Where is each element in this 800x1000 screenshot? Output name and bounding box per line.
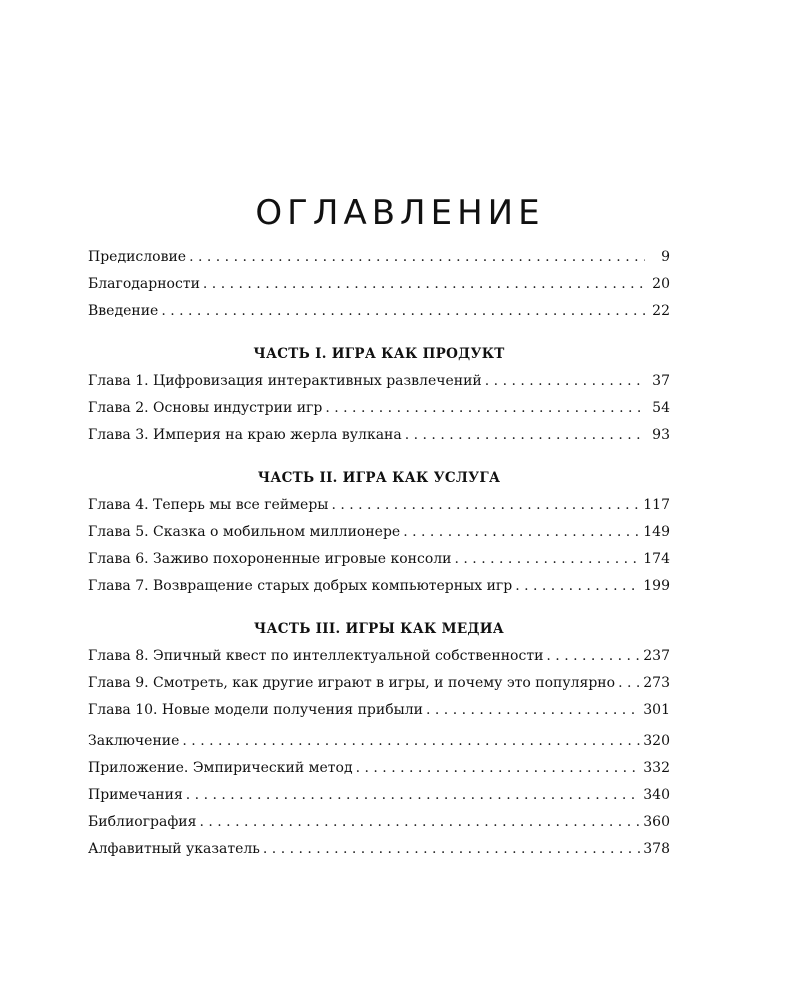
entry-label: Глава 6. Заживо похороненные игровые консоли xyxy=(88,551,452,567)
toc-entry-appendix[interactable] xyxy=(88,755,670,782)
dot-leader xyxy=(186,782,640,809)
entry-page: 273 xyxy=(643,675,670,691)
entry-label: Глава 3. Империя на краю жерла вулкана xyxy=(88,427,402,443)
toc-entry-preface[interactable] xyxy=(88,244,670,271)
entry-label: Приложение. Эмпирический метод xyxy=(88,760,353,776)
entry-label: Глава 5. Сказка о мобильном миллионере xyxy=(88,524,401,540)
dot-leader xyxy=(263,836,640,863)
toc-entry-chapter-4[interactable] xyxy=(88,492,670,519)
toc-entry-chapter-7[interactable] xyxy=(88,573,670,600)
dot-leader xyxy=(189,244,645,271)
entry-page: 378 xyxy=(643,841,670,857)
entry-page: 149 xyxy=(643,524,670,540)
dot-leader xyxy=(426,697,640,724)
toc-entry-bibliography[interactable] xyxy=(88,809,670,836)
entry-page: 340 xyxy=(643,787,670,803)
entry-page: 320 xyxy=(643,733,670,749)
part-heading-1: ЧАСТЬ I. ИГРА КАК ПРОДУКТ xyxy=(253,346,505,362)
toc-entry-chapter-10[interactable] xyxy=(88,697,670,724)
entry-page: 237 xyxy=(643,648,670,664)
dot-leader xyxy=(182,728,640,755)
dot-leader xyxy=(203,271,645,298)
entry-label: Благодарности xyxy=(88,276,200,292)
entry-label: Глава 10. Новые модели получения прибыли xyxy=(88,702,423,718)
dot-leader xyxy=(403,519,640,546)
toc-entry-chapter-1[interactable] xyxy=(88,368,670,395)
toc-title: ОГЛАВЛЕНИЕ xyxy=(255,193,545,233)
entry-page: 117 xyxy=(643,497,670,513)
dot-leader xyxy=(331,492,640,519)
toc-entry-chapter-6[interactable] xyxy=(88,546,670,573)
toc-entry-chapter-8[interactable] xyxy=(88,643,670,670)
toc-entry-chapter-2[interactable] xyxy=(88,395,670,422)
entry-page: 360 xyxy=(643,814,670,830)
entry-page: 93 xyxy=(652,427,670,443)
dot-leader xyxy=(546,643,640,670)
toc-entry-introduction[interactable] xyxy=(88,298,670,325)
entry-page: 20 xyxy=(652,276,670,292)
entry-label: Алфавитный указатель xyxy=(88,841,260,857)
part-heading-2: ЧАСТЬ II. ИГРА КАК УСЛУГА xyxy=(257,470,501,486)
table-of-contents xyxy=(88,244,670,863)
entry-page: 199 xyxy=(643,578,670,594)
toc-entry-chapter-9[interactable] xyxy=(88,670,670,697)
toc-entry-chapter-5[interactable] xyxy=(88,519,670,546)
toc-entry-notes[interactable] xyxy=(88,782,670,809)
toc-entry-acknowledgements[interactable] xyxy=(88,271,670,298)
entry-label: Глава 8. Эпичный квест по интеллектуальной собственности xyxy=(88,648,544,664)
entry-label: Заключение xyxy=(88,733,180,749)
dot-leader xyxy=(455,546,641,573)
dot-leader xyxy=(485,368,645,395)
dot-leader xyxy=(356,755,641,782)
entry-label: Глава 2. Основы индустрии игр xyxy=(88,400,323,416)
toc-entry-index[interactable] xyxy=(88,836,670,863)
dot-leader xyxy=(325,395,645,422)
dot-leader xyxy=(618,670,640,697)
toc-entry-conclusion[interactable] xyxy=(88,728,670,755)
entry-label: Примечания xyxy=(88,787,183,803)
dot-leader xyxy=(199,809,640,836)
entry-page: 37 xyxy=(652,373,670,389)
entry-label: Введение xyxy=(88,303,159,319)
entry-label: Библиография xyxy=(88,814,197,830)
entry-page: 54 xyxy=(652,400,670,416)
entry-page: 301 xyxy=(643,702,670,718)
toc-entry-chapter-3[interactable] xyxy=(88,422,670,449)
part-heading-3: ЧАСТЬ III. ИГРЫ КАК МЕДИА xyxy=(253,621,505,637)
entry-label: Глава 7. Возвращение старых добрых компьютерных игр xyxy=(88,578,513,594)
entry-label: Глава 1. Цифровизация интерактивных развлечений xyxy=(88,373,482,389)
entry-page: 174 xyxy=(643,551,670,567)
entry-page: 9 xyxy=(661,249,670,265)
dot-leader xyxy=(405,422,645,449)
entry-label: Предисловие xyxy=(88,249,187,265)
entry-page: 22 xyxy=(652,303,670,319)
dot-leader xyxy=(161,298,645,325)
dot-leader xyxy=(515,573,640,600)
entry-page: 332 xyxy=(643,760,670,776)
entry-label: Глава 9. Смотреть, как другие играют в игры, и почему это популярно xyxy=(88,675,616,691)
entry-label: Глава 4. Теперь мы все геймеры xyxy=(88,497,329,513)
